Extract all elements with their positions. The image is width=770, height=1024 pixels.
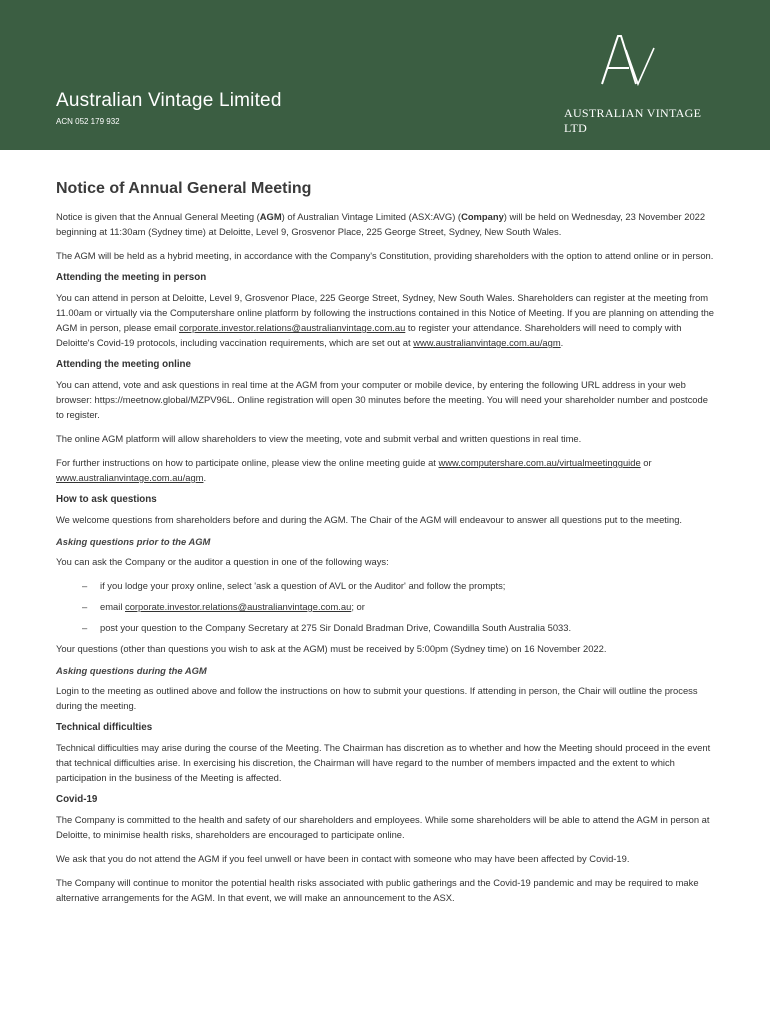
- heading-online: Attending the meeting online: [56, 359, 191, 370]
- question-methods-list: [56, 578, 716, 635]
- online-paragraph-1: You can attend, vote and ask questions in real time at the AGM from your computer or mobile device, by entering the following URL address in your web browser: https://meetnow.global/MZPV96L. Online registration will open 30 minutes before the meeting. You will need your shareholder number and postcode to register.: [56, 379, 708, 420]
- logo-text: AUSTRALIAN VINTAGE LTD: [564, 106, 702, 135]
- heading-in-person: Attending the meeting in person: [56, 272, 207, 283]
- covid-paragraph-1: The Company is committed to the health and safety of our shareholders and employees. While some shareholders will be able to attend the AGM in person at Deloitte, to minimise health risks, shareholders are encouraged to participate online.: [56, 814, 710, 840]
- questions-prior-intro: You can ask the Company or the auditor a question in one of the following ways:: [56, 556, 389, 567]
- intro-paragraph-1: Notice is given that the Annual General Meeting (AGM) of Australian Vintage Limited (ASX:AVG) (Company) will be held on Wednesday, 23 November 2022 beginning at 11:30am (Sydney time) at Deloitte, Level 9, Grosvenor Place, 225 George Street, Sydney, New South Wales.: [56, 211, 706, 237]
- technical-paragraph: Technical difficulties may arise during the course of the Meeting. The Chairman has discretion as to whether and how the Meeting should proceed in the event that technical difficulties arise. In exercising his discretion, the Chairman will have regard to the number of members impacted and the extent to which participation in the business of the Meeting is affected.: [56, 742, 711, 783]
- meeting-guide-link[interactable]: www.computershare.com.au/virtualmeetingguide: [438, 457, 641, 468]
- questions-deadline: Your questions (other than questions you wish to ask at the AGM) must be received by 5:00pm (Sydney time) on 16 November 2022.: [56, 643, 607, 654]
- questions-during-paragraph: Login to the meeting as outlined above and follow the instructions on how to submit your questions. If attending in person, the Chair will outline the process during the meeting.: [56, 685, 698, 711]
- av-monogram-icon: [598, 34, 660, 94]
- heading-questions-during: Asking questions during the AGM: [56, 665, 207, 676]
- in-person-paragraph: You can attend in person at Deloitte, Level 9, Grosvenor Place, 225 George Street, Sydney, New South Wales. Shareholders can register at the meeting from 11.00am or virtually via the Computershare online platform by following the instructions contained in this Notice of Meeting. If you are planning on attending the AGM in person, please email corporate.investor.relations@australianvintage.com.au to register your attendance. Shareholders will need to comply with Deloitte's Covid-19 protocols, including vaccination requirements, which are set out at www.australianvintage.com.au/agm.: [56, 292, 715, 348]
- heading-technical: Technical difficulties: [56, 722, 153, 733]
- intro-paragraph-2: The AGM will be held as a hybrid meeting, in accordance with the Company's Constitution, providing shareholders with the option to attend online or in person.: [56, 250, 714, 261]
- page-title: Notice of Annual General Meeting: [56, 180, 312, 197]
- heading-covid: Covid-19: [56, 794, 98, 805]
- list-item: – email corporate.investor.relations@australianvintage.com.au; or: [82, 601, 365, 612]
- company-name: Australian Vintage Limited: [56, 90, 282, 111]
- heading-questions-prior: Asking questions prior to the AGM: [56, 536, 211, 547]
- heading-questions: How to ask questions: [56, 494, 157, 505]
- covid-paragraph-2: We ask that you do not attend the AGM if you feel unwell or have been in contact with someone who may have been affected by Covid-19.: [56, 853, 630, 864]
- company-logo: [560, 34, 720, 135]
- acn-number: ACN 052 179 932: [56, 117, 120, 126]
- agm-url-link-2[interactable]: www.australianvintage.com.au/agm: [56, 472, 204, 483]
- online-paragraph-3: For further instructions on how to participate online, please view the online meeting guide at www.computershare.com.au/virtualmeetingguide or www.australianvintage.com.au/agm.: [56, 457, 652, 483]
- email-link-2[interactable]: corporate.investor.relations@australianvintage.com.au: [125, 601, 352, 612]
- questions-paragraph: We welcome questions from shareholders before and during the AGM. The Chair of the AGM will endeavour to answer all questions put to the meeting.: [56, 514, 683, 525]
- list-item: – if you lodge your proxy online, select 'ask a question of AVL or the Auditor' and follow the prompts;: [82, 580, 506, 591]
- covid-paragraph-3: The Company will continue to monitor the potential health risks associated with public gatherings and the Covid-19 pandemic and may be required to make alternative arrangements for the AGM. In that event, we will make an announcement to the ASX.: [56, 877, 699, 903]
- online-paragraph-2: The online AGM platform will allow shareholders to view the meeting, vote and submit verbal and written questions in real time.: [56, 433, 582, 444]
- header-banner: [0, 0, 770, 150]
- agm-url-link[interactable]: www.australianvintage.com.au/agm: [413, 337, 561, 348]
- list-item: – post your question to the Company Secretary at 275 Sir Donald Bradman Drive, Cowandilla South Australia 5033.: [82, 622, 572, 633]
- email-link[interactable]: corporate.investor.relations@australianvintage.com.au: [178, 322, 406, 333]
- notice-body: [56, 180, 716, 914]
